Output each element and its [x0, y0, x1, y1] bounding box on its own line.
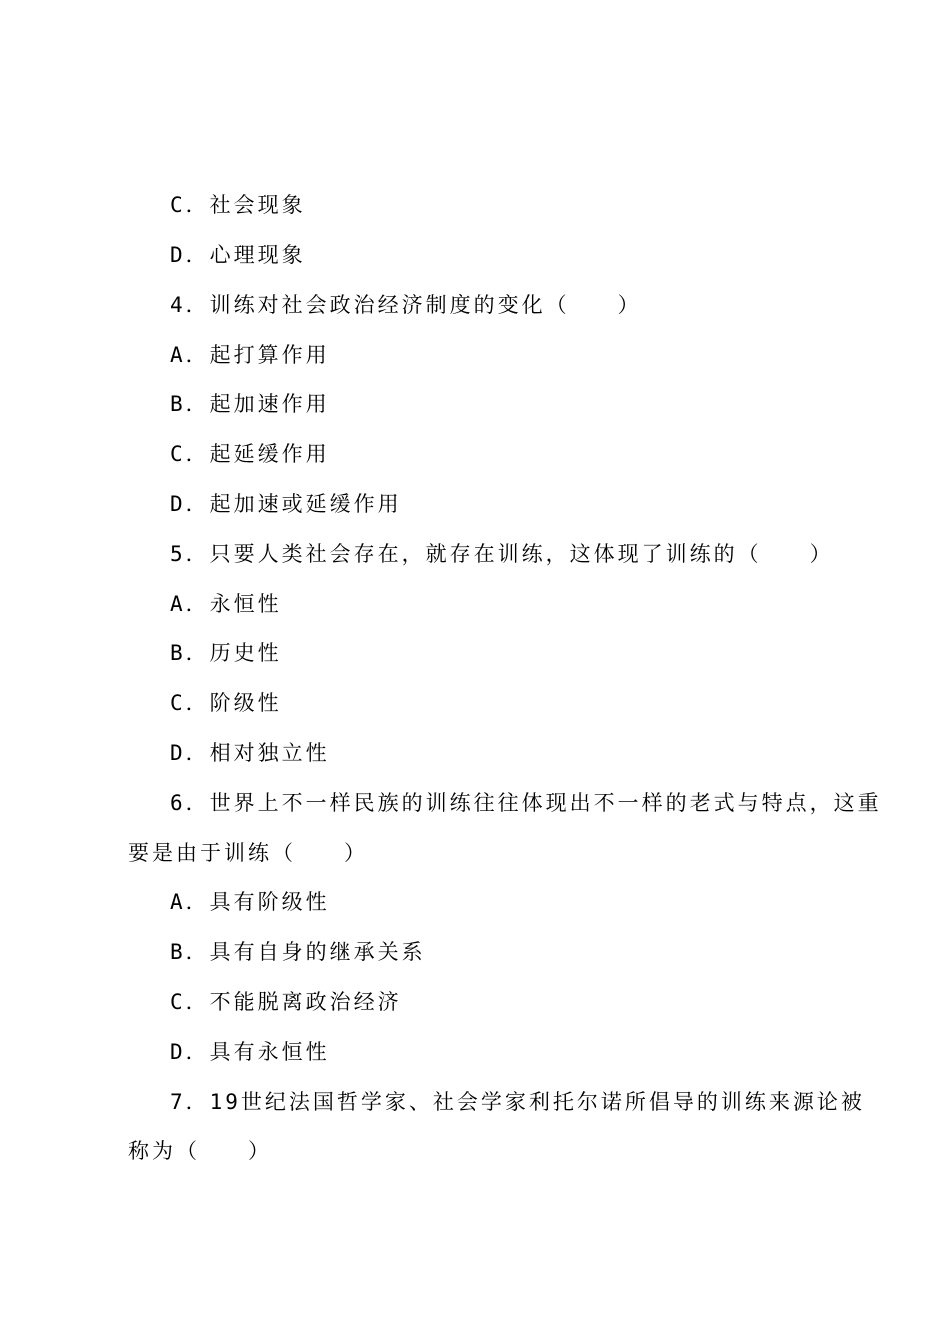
option-line: D．具有永恒性 [170, 1040, 330, 1064]
option-line: B．具有自身的继承关系 [170, 940, 426, 964]
option-line: C．起延缓作用 [170, 442, 330, 466]
option-line: A．起打算作用 [170, 343, 330, 367]
question-line: 5．只要人类社会存在，就存在训练，这体现了训练的（ ） [170, 542, 834, 566]
option-line: D．起加速或延缓作用 [170, 492, 402, 516]
question-line: 7．19世纪法国哲学家、社会学家利托尔诺所倡导的训练来源论被 [170, 1090, 865, 1114]
question-line: 4．训练对社会政治经济制度的变化（ ） [170, 293, 642, 317]
option-line: B．起加速作用 [170, 392, 330, 416]
option-line: A．具有阶级性 [170, 890, 330, 914]
option-line: C．阶级性 [170, 691, 282, 715]
option-line: C．社会现象 [170, 193, 306, 217]
option-line: A．永恒性 [170, 592, 282, 616]
option-line: B．历史性 [170, 641, 282, 665]
question-continuation: 要是由于训练（ ） [128, 841, 368, 865]
option-line: C．不能脱离政治经济 [170, 990, 402, 1014]
question-continuation: 称为（ ） [128, 1139, 272, 1163]
option-line: D．心理现象 [170, 243, 306, 267]
option-line: D．相对独立性 [170, 741, 330, 765]
question-line: 6．世界上不一样民族的训练往往体现出不一样的老式与特点，这重 [170, 791, 882, 815]
